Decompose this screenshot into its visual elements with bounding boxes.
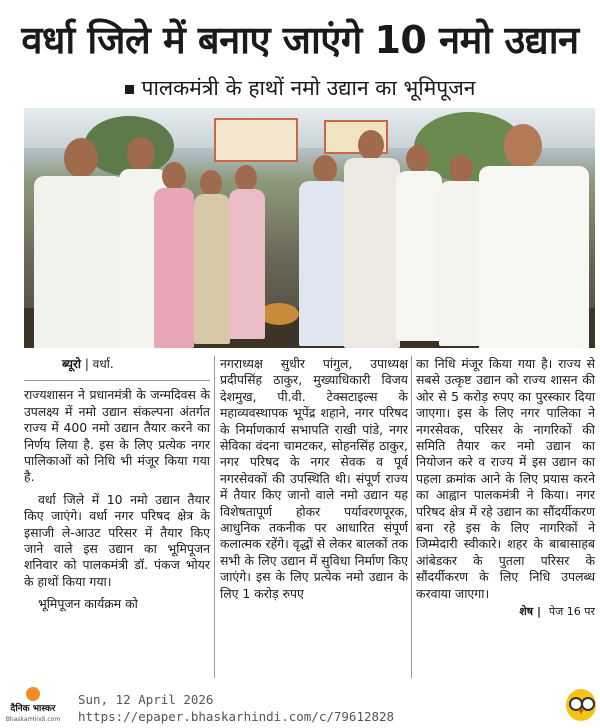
continued-page-link[interactable]: पेज 16 पर — [548, 605, 595, 619]
article-headline: वर्धा जिले में बनाए जाएंगे 10 नमो उद्यान — [21, 18, 579, 62]
continued-note: शेष | पेज 16 पर — [519, 605, 595, 619]
brand-name: दैनिक भास्कर — [10, 704, 56, 714]
paragraph: नगराध्यक्ष सुधीर पांगुल, उपाध्यक्ष प्रदीपसिंह ठाकुर, मुख्याधिकारी विजय देशमुख, पी.वी. टेक्सटाइल्स के महाव्यवस्थापक भूपेंद्र शहाने, नगर परिषद के निर्माणकार्य सभापति राखी पांडे, नगर सेविका वंदना चामटकर, सोहनसिंह ठाकुर, नगर परिषद के नगर सेवक व पूर्व नगरसेवकों की उपस्थिति थी। संपूर्ण राज्य में तैयार किए जानो वाले नमो उद्यान यह विशेषतापूर्ण होकर पर्यावरणपूरक, आधुनिक तकनीक पर आधारित संपूर्ण कलात्मक रहेंगे। वृद्धों से लेकर बालकों तक सभी के लिए उद्यान में सुविधा निर्माण किए जाएंगे। इस के लिए प्रत्येक नमो उद्यान के लिए 1 करोड़ रुपए — [220, 356, 408, 601]
sun-icon — [26, 687, 40, 701]
bureau-label: ब्यूरो — [62, 357, 81, 371]
byline: ब्यूरो | वर्धा. — [62, 357, 114, 371]
continued-label: शेष — [519, 605, 534, 619]
paragraph: भूमिपूजन कार्यक्रम को — [38, 596, 138, 612]
owl-beak — [578, 709, 584, 714]
column-divider — [411, 356, 412, 678]
edition-url[interactable]: https://epaper.bhaskarhindi.com/c/79612828 — [78, 709, 395, 724]
owl-icon — [566, 689, 596, 721]
footer-meta — [78, 691, 394, 725]
brand-logo — [4, 693, 62, 723]
article-subheadline — [0, 74, 600, 102]
article-column-3 — [416, 356, 595, 621]
brand-sub: BhaskarHindi.com — [5, 716, 61, 723]
location-label: वर्धा. — [92, 357, 114, 371]
bullet-icon — [125, 85, 134, 94]
article-column-2 — [220, 356, 408, 602]
photo-banner — [214, 118, 298, 162]
ceremony-photo — [24, 108, 595, 348]
byline-rule — [24, 380, 210, 381]
edition-date: Sun, 12 April 2026 — [78, 692, 214, 707]
subheadline-text: पालकमंत्री के हाथों नमो उद्यान का भूमिपूजन — [141, 76, 476, 100]
paragraph: राज्यशासन ने प्रधानमंत्री के जन्मदिवस के उपलक्ष्य में नमो उद्यान संकल्पना अंतर्गत राज्य में 400 नमो उद्यान तैयार करने का निर्णय लिया है. इस के लिए प्रत्येक नगर पालिकाओं को निधि भी मंजूर किया गया है. — [24, 387, 210, 485]
column-divider — [214, 356, 215, 678]
paragraph: वर्धा जिले में 10 नमो उद्यान तैयार किए जाएंगे। वर्धा नगर परिषद क्षेत्र के इसाजी ले-आउट परिसर में तैयार किए जाने वाले इस उद्यान का भूमिपूजन शनिवार को पालकमंत्री डॉ. पंकज भोयर के हाथों किया गया। — [24, 491, 210, 589]
page-footer — [0, 683, 600, 728]
paragraph: का निधि मंजूर किया गया है। राज्य से सबसे उत्कृष्ट उद्यान को राज्य शासन की ओर से 5 करोड़ रुपए का पुरस्कार दिया जाएगा। इस के लिए नगर पालिका ने नगरसेवक, परिसर के नागरिकों की समिति तैयार कर नमो उद्यान का नियोजन करे व राज्य में इस उद्यान का पहला क्रमांक आने के लिए प्रयास करने का आह्वान पालकमंत्री ने किया। नगर परिषद क्षेत्र में रहे उद्यान का सौंदर्यीकरण बना रहे इस के लिए नागरिकों ने जिम्मेदारी स्वीकारे। शहर के बाबासाहब आंबेडकर के पुतला परिसर के सौंदर्यीकरण के लिए निधि उपलब्ध करवाया जाएगा। — [416, 356, 595, 601]
photo-offering — [259, 303, 299, 325]
article-column-1 — [24, 356, 210, 613]
